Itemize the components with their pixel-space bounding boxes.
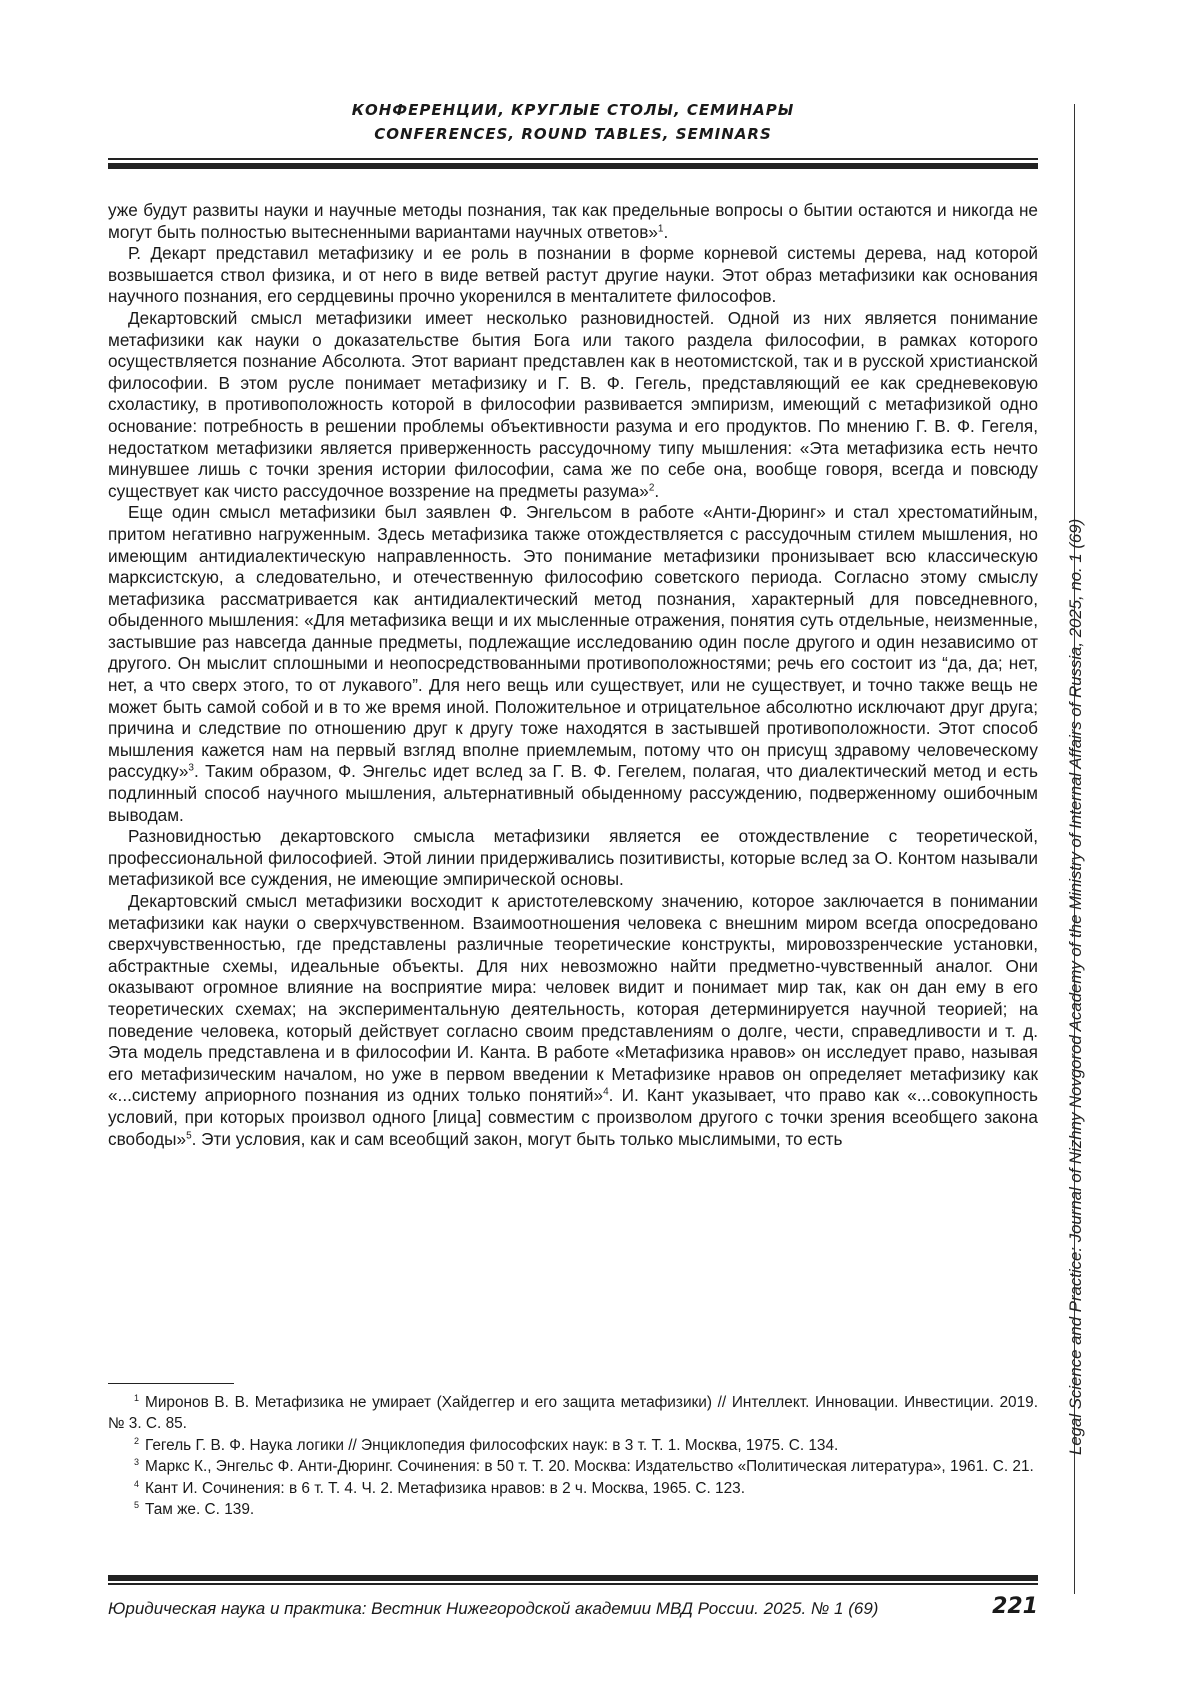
header-rule	[108, 158, 1038, 169]
running-header	[108, 98, 1038, 146]
paragraph: Декартовский смысл метафизики имеет несколько разновидностей. Одной из них является понимание метафизики как науки о доказательстве бытия Бога или такого раздела философии, в рамках которого осуществляется познание Абсолюта. Этот вариант представлен как в неотомистской, так и в русской христианской философии. В этом русле понимает метафизику и Г. В. Ф. Гегель, представляющий ее как средневековую схоластику, в противоположность которой в философии развивается эмпиризм, имеющий с метафизикой одно основание: потребность в решении проблемы объективности разума и его продуктов. По мнению Г. В. Ф. Гегеля, недостатком метафизики является приверженность рассудочному типу мышления: «Эта метафизика есть нечто минувшее лишь с точки зрения истории философии, сама же по себе она, вообще говоря, всегда и повсюду существует как чисто рассудочное воззрение на предметы разума»$^2$.	[108, 307, 1038, 501]
footnote: $^2$ Гегель Г. В. Ф. Наука логики // Энциклопедия философских наук: в 3 т. Т. 1. Москва, 1975. С. 134.	[134, 1435, 839, 1454]
footnote-ref[interactable]: 3	[188, 762, 194, 774]
footer-journal-title: Юридическая наука и практика: Вестник Нижегородской академии МВД России. 2025. № 1 (69)	[108, 1599, 879, 1618]
article-body	[108, 200, 1038, 1150]
footnote-ref[interactable]: 5	[186, 1129, 192, 1141]
side-journal-title: Legal Science and Practice: Journal of Nizhny Novgorod Academy of the Ministry of Internal Affairs of Russia, 2025, no. 1 (69)	[1066, 518, 1085, 1455]
footnote-separator	[108, 1383, 234, 1384]
footnote-ref[interactable]: 4	[603, 1086, 609, 1098]
footnote: $^5$ Там же. С. 139.	[134, 1499, 255, 1519]
paragraph: Декартовский смысл метафизики восходит к аристотелевскому значению, которое заключается в понимании метафизики как науки о сверхчувственном. Взаимоотношения человека с внешним миром всегда опосредовано сверхчувственностью, где представлены различные теоретические конструкты, мировоззренческие установки, абстрактные схемы, идеальные объекты. Для них невозможно найти предметно-чувственный аналог. Они оказывают огромное влияние на восприятие мира: человек видит и понимает мир так, как он дан ему в его теоретических схемах; на экспериментальную деятельность, которая детерминируется научной теорией; на поведение человека, который действует согласно своим представлениям о долге, чести, справедливости и т. д. Эта модель представлена и в философии И. Канта. В работе «Метафизика нравов» он исследует право, называя его метафизическим началом, но уже в первом введении к Метафизике нравов он определяет метафизику как «...систему априорного познания из одних только понятий»$^4$. И. Кант указывает, что право как «...совокупность условий, при которых произвол одного [лица] совместим с произволом другого с точки зрения всеобщего закона свободы»$^5$. Эти условия, как и сам всеобщий закон, могут быть только мыслимыми, то есть	[108, 891, 1039, 1149]
header-title-ru: КОНФЕРЕНЦИИ, КРУГЛЫЕ СТОЛЫ, СЕМИНАРЫ	[351, 101, 795, 119]
footnote-ref[interactable]: 2	[648, 481, 655, 493]
footnote-ref[interactable]: 1	[657, 222, 664, 234]
page-number: 221	[992, 1594, 1038, 1619]
header-title-en: CONFERENCES, ROUND TABLES, SEMINARS	[374, 125, 772, 143]
paragraph: Еще один смысл метафизики был заявлен Ф. Энгельсом в работе «Анти-Дюринг» и стал хрестоматийным, притом негативно нагруженным. Здесь метафизика также отождествляется с рассудочным стилем мышления, но имеющим антидиалектическую направленность. Это понимание метафизики пронизывает всю классическую марксистскую, а следовательно, и отечественную философию советского периода. Согласно этому смыслу метафизика рассматривается как антидиалектический метод познания, характерный для повседневного, обыденного мышления: «Для метафизика вещи и их мысленные отражения, понятия суть отдельные, неизменные, застывшие раз навсегда данные предметы, подлежащие исследованию один после другого и один независимо от другого. Он мыслит сплошными и неопосредствованными противоположностями; речь его состоит из “да, да; нет, нет, а что сверх этого, то от лукавого”. Для него вещь или существует, или не существует, и точно также вещь не может быть самой собой и в то же время иной. Положительное и отрицательное абсолютно исключают друг друга; причина и следствие по отношению друг к другу тоже находятся в застывшей противоположности. Этот способ мышления кажется нам на первый взгляд вполне приемлемым, потому что он присущ здравому человеческому рассудку»$^3$. Таким образом, Ф. Энгельс идет вслед за Г. В. Ф. Гегелем, полагая, что диалектический метод и есть подлинный способ научного мышления, альтернативный обыденному рассуждению, подверженному ошибочным выводам.	[108, 502, 1038, 825]
footnote: $^1$ Миронов В. В. Метафизика не умирает (Хайдеггер и его защита метафизики) // Интеллект. Инновации. Инвестиции. 2019. № 3. С. 85.	[108, 1392, 1038, 1433]
paragraph: уже будут развиты науки и научные методы познания, так как предельные вопросы о бытии остаются и никогда не могут быть полностью вытесненными вариантами научных ответов»$^1$.	[108, 200, 1038, 242]
footnote: $^4$ Кант И. Сочинения: в 6 т. Т. 4. Ч. 2. Метафизика нравов: в 2 ч. Москва, 1965. С. 123.	[134, 1478, 746, 1497]
footer-rule	[108, 1575, 1038, 1585]
footnote: $^3$ Маркс К., Энгельс Ф. Анти-Дюринг. Сочинения: в 50 т. Т. 20. Москва: Издательство «Политическая литература», 1961. С. 21.	[134, 1457, 1034, 1476]
paragraph: Разновидностью декартовского смысла метафизики является ее отождествление с теоретической, профессиональной философией. Этой линии придерживались позитивисты, которые вслед за О. Контом называли метафизикой все суждения, не имеющие эмпирической основы.	[108, 826, 1038, 890]
footnotes	[108, 1392, 1038, 1520]
paragraph: Р. Декарт представил метафизику и ее роль в познании в форме корневой системы дерева, над которой возвышается ствол физика, и от него в виде ветвей растут другие науки. Этот образ метафизики как основания научного познания, его сердцевины прочно укоренился в менталитете философов.	[108, 243, 1038, 307]
